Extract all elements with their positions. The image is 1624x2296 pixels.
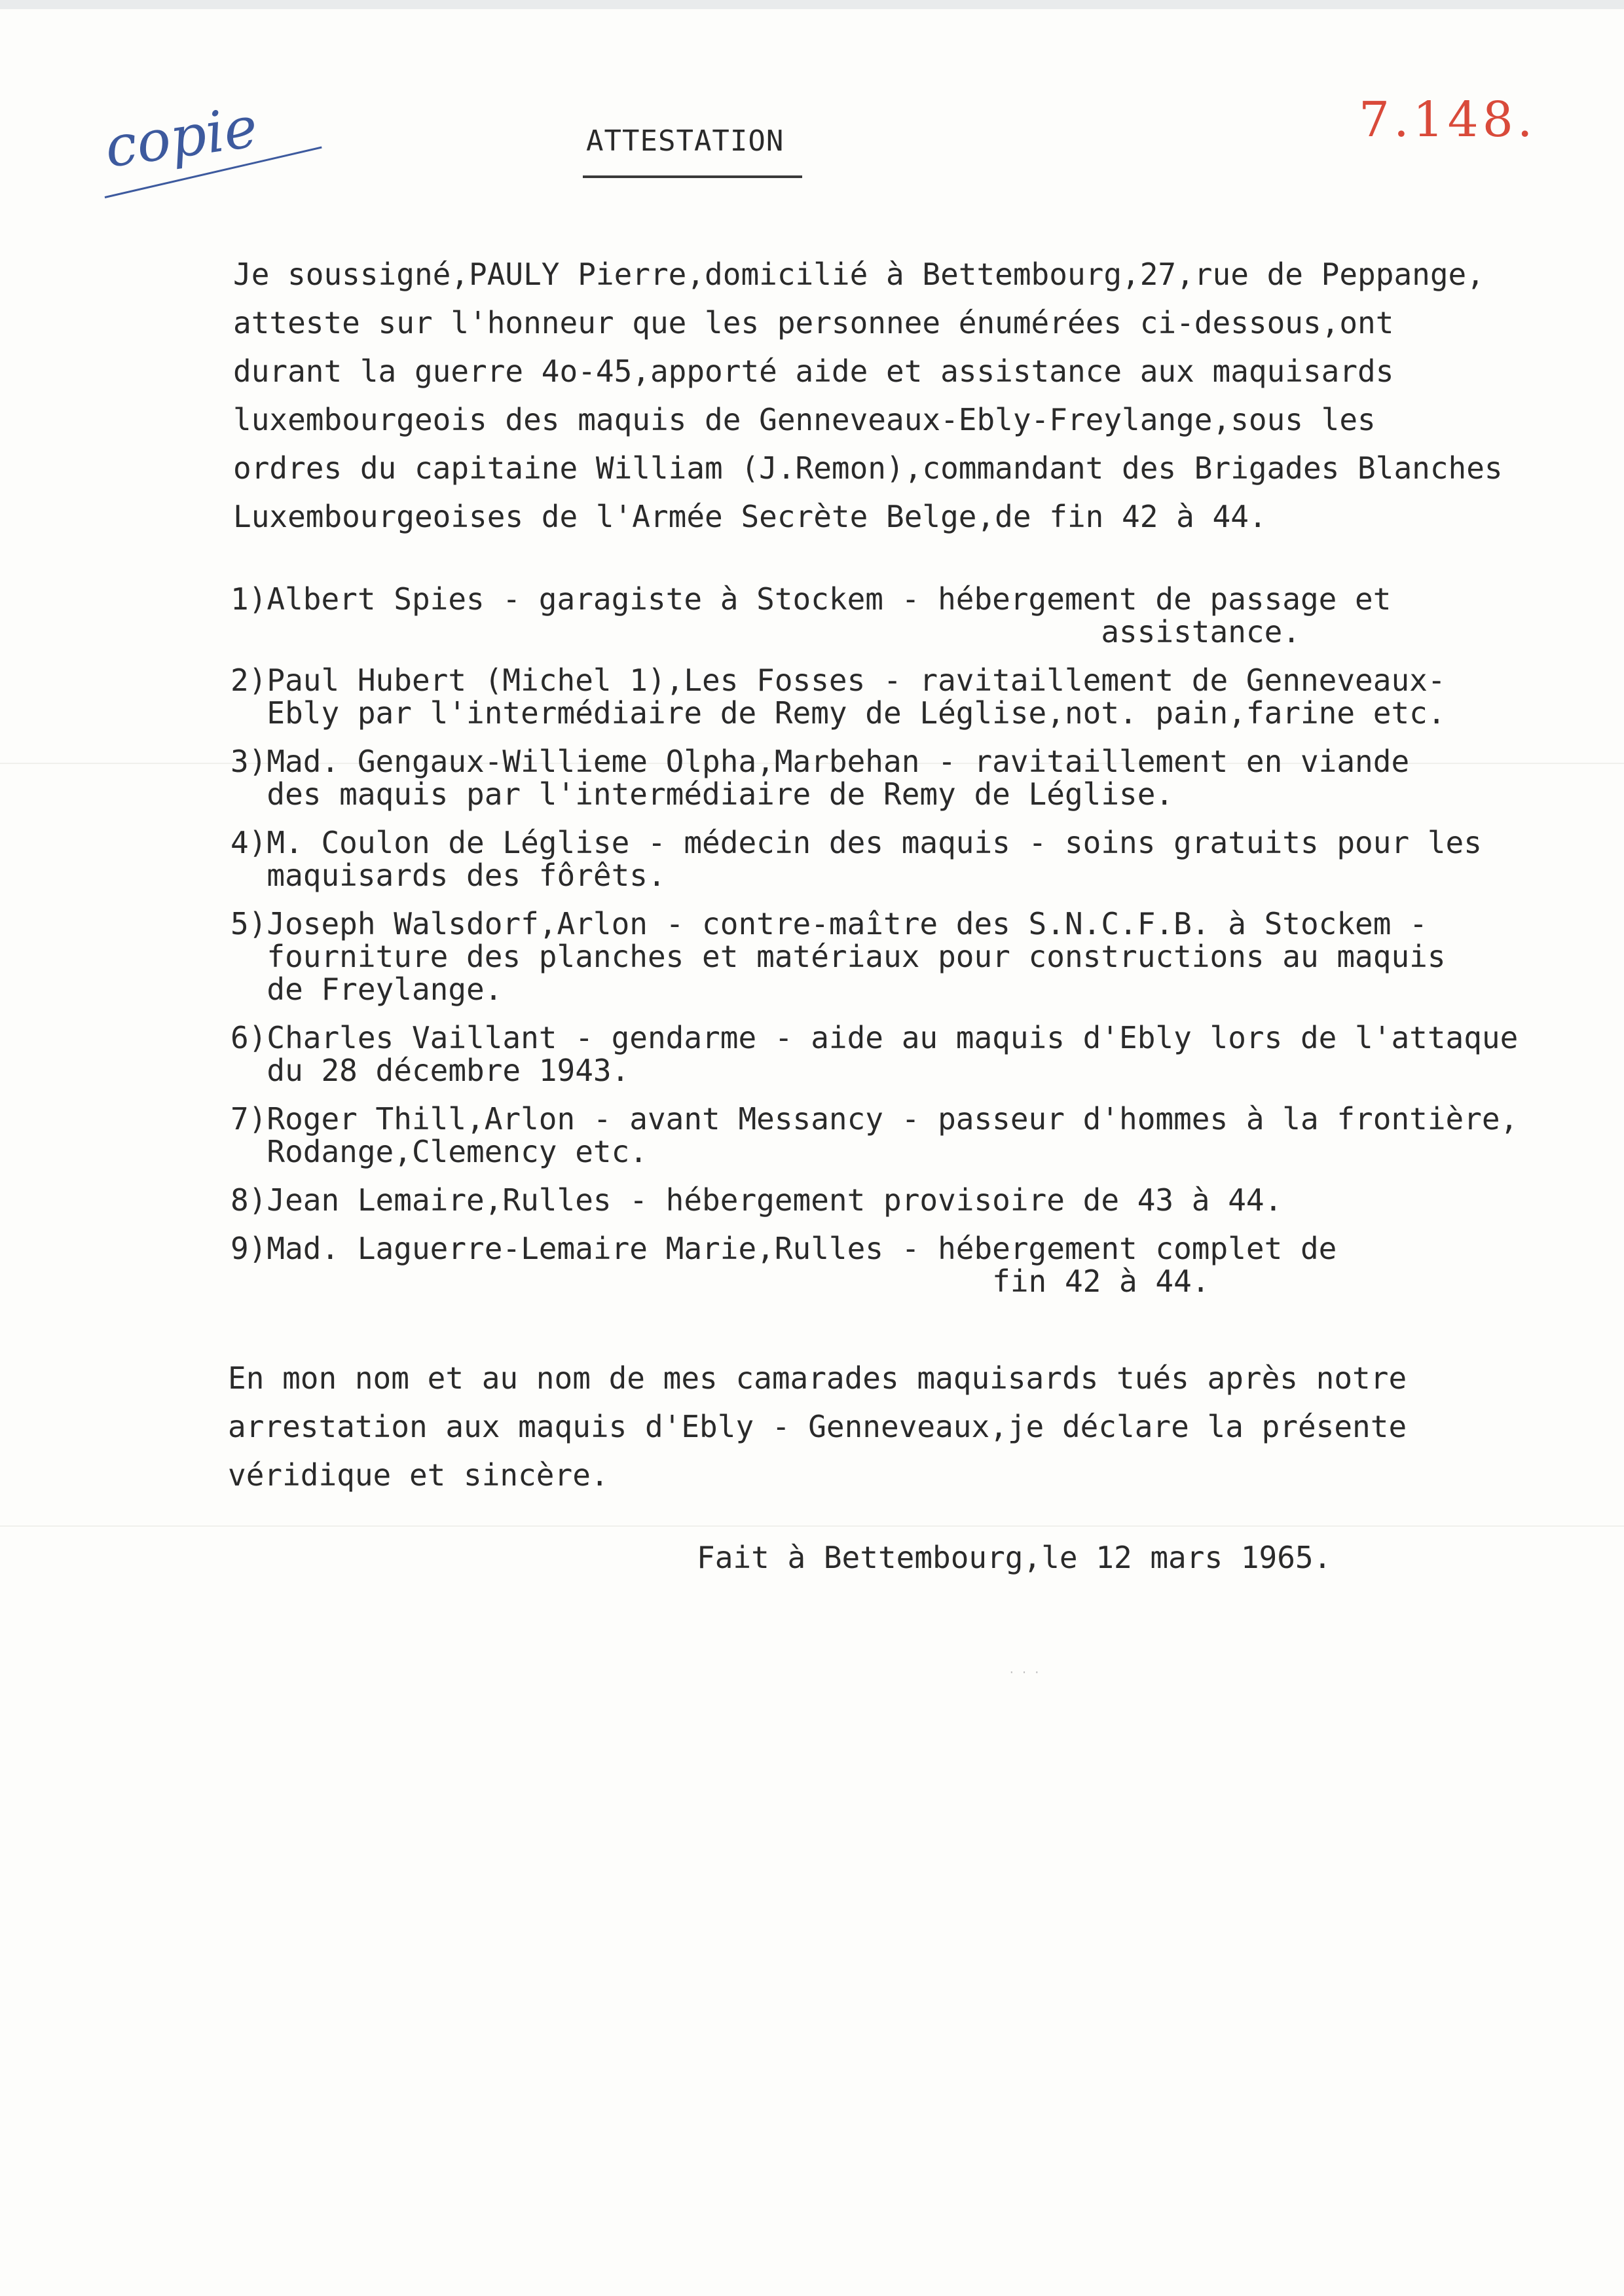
- scan-top-edge: [0, 0, 1624, 9]
- list-item: maquisards des fôrêts.: [231, 858, 666, 893]
- list-item: du 28 décembre 1943.: [231, 1053, 630, 1088]
- closing-line: arrestation aux maquis d'Ebly - Genneveaux,je déclare la présente: [228, 1409, 1407, 1444]
- list-item: Rodange,Clemency etc.: [231, 1134, 648, 1169]
- reference-number: 7.148.: [1359, 92, 1537, 148]
- list-item: Ebly par l'intermédiaire de Remy de Léglise,not. pain,farine etc.: [231, 695, 1446, 731]
- list-item: 4)M. Coulon de Léglise - médecin des maquis - soins gratuits pour les: [231, 825, 1482, 860]
- list-item: 1)Albert Spies - garagiste à Stockem - hébergement de passage et: [231, 581, 1392, 617]
- list-item: 9)Mad. Laguerre-Lemaire Marie,Rulles - hébergement complet de: [231, 1231, 1337, 1266]
- intro-line: atteste sur l'honneur que les personnee énumérées ci-dessous,ont: [233, 305, 1394, 340]
- paper-fold-line: [0, 1525, 1624, 1527]
- list-item: 6)Charles Vaillant - gendarme - aide au maquis d'Ebly lors de l'attaque: [231, 1020, 1519, 1055]
- document-title: ATTESTATION: [586, 124, 784, 158]
- closing-line: En mon nom et au nom de mes camarades maquisards tués après notre: [228, 1360, 1407, 1396]
- paper-specks: · · ·: [1008, 1666, 1041, 1679]
- intro-line: durant la guerre 4o-45,apporté aide et assistance aux maquisards: [233, 354, 1394, 389]
- list-item: fin 42 à 44.: [231, 1264, 1210, 1299]
- intro-line: luxembourgeois des maquis de Genneveaux-Ebly-Freylange,sous les: [233, 402, 1376, 437]
- list-item: de Freylange.: [231, 972, 503, 1007]
- list-item: fourniture des planches et matériaux pour constructions au maquis: [231, 939, 1446, 974]
- list-item: 8)Jean Lemaire,Rulles - hébergement provisoire de 43 à 44.: [231, 1182, 1283, 1218]
- handwritten-copy-note: copie: [101, 94, 262, 181]
- intro-line: Je soussigné,PAULY Pierre,domicilié à Bettembourg,27,rue de Peppange,: [233, 257, 1485, 292]
- date-place-line: Fait à Bettembourg,le 12 mars 1965.: [697, 1540, 1332, 1575]
- title-underline: [583, 175, 802, 178]
- list-item: des maquis par l'intermédiaire de Remy de Léglise.: [231, 776, 1174, 812]
- list-item: assistance.: [231, 614, 1301, 649]
- list-item: 5)Joseph Walsdorf,Arlon - contre-maître des S.N.C.F.B. à Stockem -: [231, 906, 1428, 941]
- closing-line: véridique et sincère.: [228, 1457, 609, 1493]
- intro-line: Luxembourgeoises de l'Armée Secrète Belge,de fin 42 à 44.: [233, 499, 1267, 534]
- list-item: 7)Roger Thill,Arlon - avant Messancy - passeur d'hommes à la frontière,: [231, 1101, 1519, 1137]
- list-item: 3)Mad. Gengaux-Willieme Olpha,Marbehan - ravitaillement en viande: [231, 744, 1410, 779]
- list-item: 2)Paul Hubert (Michel 1),Les Fosses - ravitaillement de Genneveaux-: [231, 663, 1446, 698]
- intro-line: ordres du capitaine William (J.Remon),commandant des Brigades Blanches: [233, 450, 1503, 486]
